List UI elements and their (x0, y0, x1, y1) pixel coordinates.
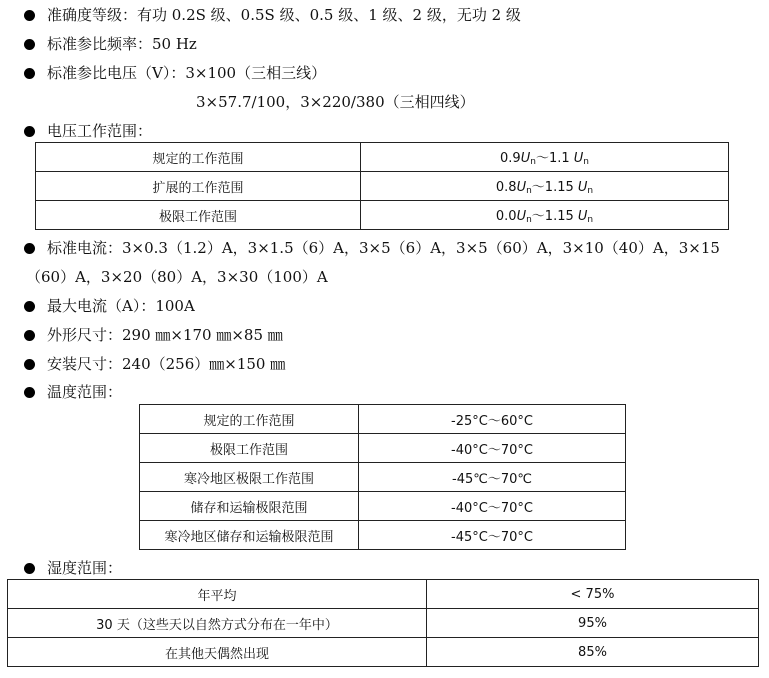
current-text-1: 标准电流：3×0.3（1.2）A，3×1.5（6）A，3×5（6）A，3×5（60）A，3×10（40）A，3×15 (47, 239, 720, 257)
table-row (8, 638, 759, 667)
humidity-label-cell: 30 天（这些天以自然方式分布在一年中） (8, 609, 427, 638)
range-high: ～1.15 (531, 209, 578, 224)
bullet-icon (24, 359, 35, 370)
range-low: 0.0 (495, 209, 517, 224)
voltage-range-table (35, 142, 729, 230)
bullet-icon (24, 39, 35, 50)
humidity-value-cell: 85% (427, 638, 759, 667)
install-size-text: 安装尺寸：240（256）㎜×150 ㎜ (47, 355, 286, 373)
temp-value-cell: -45°C～70°C (359, 521, 626, 550)
un-subscript: n (526, 215, 532, 225)
temp-label-cell: 寒冷地区极限工作范围 (140, 463, 359, 492)
current-text-2: （60）A，3×20（80）A，3×30（100）A (26, 268, 328, 286)
voltage-range-heading (0, 120, 152, 142)
range-value-cell (361, 143, 729, 172)
humidity-table (7, 579, 759, 667)
un-subscript: n (530, 157, 536, 167)
un-symbol: U (516, 180, 527, 195)
max-current-text: 最大电流（A）：100A (47, 297, 195, 315)
bullet-icon (24, 10, 35, 21)
voltage-line (0, 62, 326, 84)
voltage-line-2 (0, 91, 769, 113)
table-row (8, 609, 759, 638)
max-current-line (0, 295, 195, 317)
install-size-line (0, 353, 285, 375)
range-value-cell (361, 201, 729, 230)
table-row (140, 463, 626, 492)
bullet-icon (24, 563, 35, 574)
temp-value-cell: -40°C～70°C (359, 492, 626, 521)
range-high: ～1.1 (535, 151, 574, 166)
table-row (36, 143, 729, 172)
current-line-2 (0, 266, 328, 288)
bullet-icon (24, 330, 35, 341)
dimensions-line (0, 324, 283, 346)
humidity-heading (0, 557, 122, 579)
accuracy-line (0, 4, 521, 26)
un-subscript: n (526, 186, 532, 196)
voltage-range-title: 电压工作范围： (47, 122, 153, 140)
bullet-icon (24, 68, 35, 79)
frequency-line (0, 33, 197, 55)
temp-value-cell: -45℃～70℃ (359, 463, 626, 492)
voltage-text-2: 3×57.7/100，3×220/380（三相四线） (196, 93, 475, 111)
table-row (36, 172, 729, 201)
table-row (36, 201, 729, 230)
un-subscript: n (583, 157, 589, 167)
un-symbol: U (577, 180, 588, 195)
table-row (140, 434, 626, 463)
dimensions-text: 外形尺寸：290 ㎜×170 ㎜×85 ㎜ (47, 326, 283, 344)
temp-value-cell: -25°C～60°C (359, 405, 626, 434)
range-value-cell (361, 172, 729, 201)
temp-heading (0, 381, 122, 403)
table-row (140, 405, 626, 434)
bullet-icon (24, 126, 35, 137)
accuracy-text: 准确度等级：有功 0.2S 级、0.5S 级、0.5 级、1 级、2 级，无功 2 级 (47, 6, 521, 24)
temperature-table (139, 404, 626, 550)
temp-label-cell: 储存和运输极限范围 (140, 492, 359, 521)
temp-title: 温度范围： (47, 383, 123, 401)
range-label-cell: 极限工作范围 (36, 201, 361, 230)
humidity-value-cell: < 75% (427, 580, 759, 609)
temp-label-cell: 寒冷地区储存和运输极限范围 (140, 521, 359, 550)
humidity-label-cell: 在其他天偶然出现 (8, 638, 427, 667)
un-symbol: U (577, 209, 588, 224)
un-subscript: n (587, 215, 594, 225)
range-low: 0.9 (500, 151, 521, 166)
bullet-icon (24, 387, 35, 398)
frequency-text: 标准参比频率：50 Hz (47, 35, 197, 53)
bullet-icon (24, 243, 35, 254)
un-symbol: U (520, 151, 531, 166)
table-row (140, 521, 626, 550)
un-symbol: U (573, 151, 584, 166)
un-symbol: U (516, 209, 527, 224)
humidity-value-cell: 95% (427, 609, 759, 638)
temp-label-cell: 规定的工作范围 (140, 405, 359, 434)
range-low: 0.8 (495, 180, 517, 195)
voltage-text-1: 标准参比电压（V）：3×100（三相三线） (47, 64, 327, 82)
table-row (8, 580, 759, 609)
humidity-label-cell: 年平均 (8, 580, 427, 609)
temp-label-cell: 极限工作范围 (140, 434, 359, 463)
range-high: ～1.15 (531, 180, 578, 195)
bullet-icon (24, 301, 35, 312)
current-line (0, 237, 720, 259)
range-label-cell: 规定的工作范围 (36, 143, 361, 172)
un-subscript: n (587, 186, 594, 196)
humidity-title: 湿度范围： (47, 559, 123, 577)
temp-value-cell: -40°C～70°C (359, 434, 626, 463)
table-row (140, 492, 626, 521)
range-label-cell: 扩展的工作范围 (36, 172, 361, 201)
